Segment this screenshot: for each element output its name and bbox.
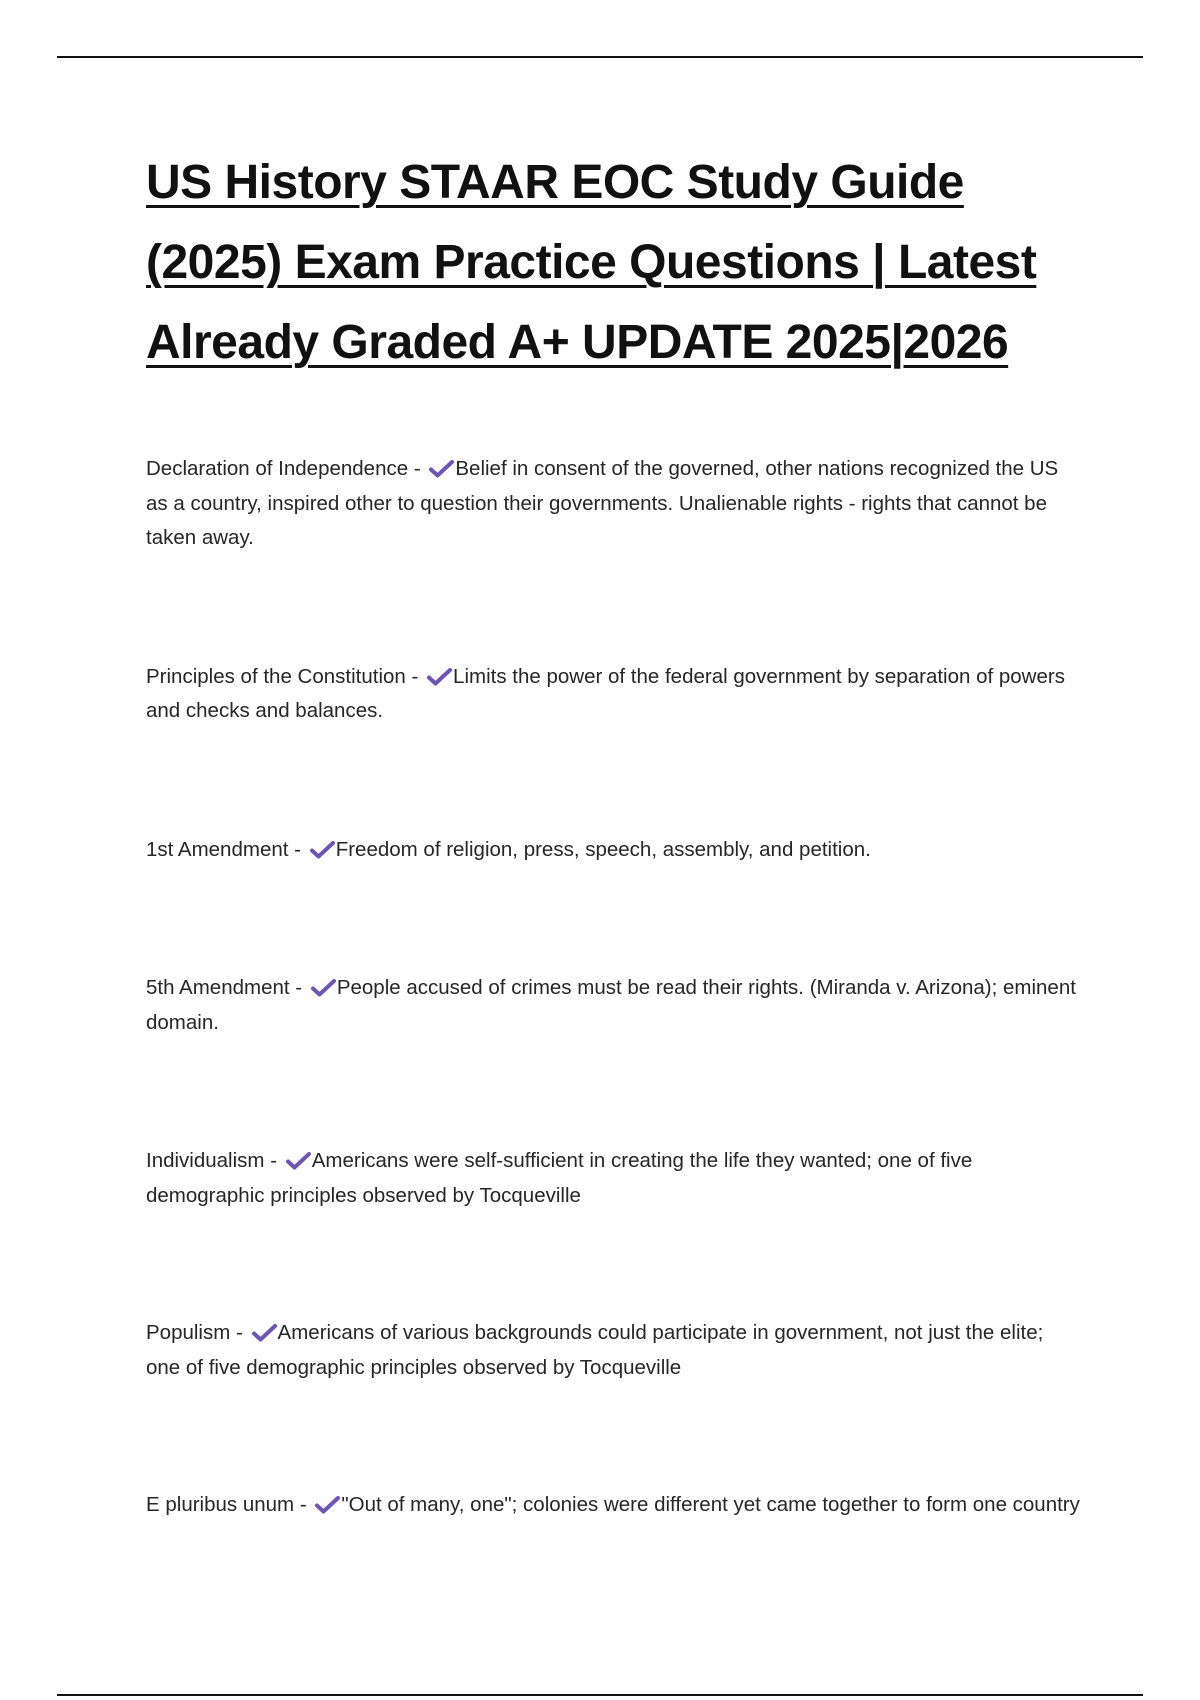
- separator: -: [294, 837, 301, 861]
- separator: -: [299, 1493, 307, 1516]
- check-icon: [252, 1324, 277, 1342]
- bottom-rule: [57, 1694, 1143, 1696]
- term: Populism: [146, 1321, 231, 1344]
- separator: -: [411, 664, 419, 688]
- qa-item: [146, 452, 1081, 556]
- term: Principles of the Constitution: [146, 664, 406, 688]
- separator: -: [413, 457, 421, 480]
- check-icon: [429, 460, 454, 478]
- term: 1st Amendment: [146, 837, 289, 861]
- qa-item: [146, 833, 1081, 868]
- check-icon: [311, 979, 336, 997]
- separator: -: [295, 976, 303, 999]
- definition: "Out of many, one"; colonies were different yet came together to form one country: [341, 1493, 1080, 1516]
- document-title: US History STAAR EOC Study Guide (2025) Exam Practice Questions | Latest Already Graded A+ UPDATE 2025|2026: [146, 156, 1037, 369]
- term: Individualism: [146, 1149, 265, 1172]
- term: 5th Amendment: [146, 976, 290, 999]
- check-icon: [286, 1152, 311, 1170]
- top-rule: [57, 56, 1143, 58]
- check-icon: [315, 1496, 340, 1514]
- definition: Americans of various backgrounds could participate in government, not just the elite; one of five demographic principles observed by Tocqueville: [146, 1321, 1044, 1379]
- term: E pluribus unum: [146, 1493, 295, 1516]
- definition: Limits the power of the federal government by separation of powers and checks and balances.: [146, 664, 1065, 722]
- separator: -: [270, 1149, 278, 1172]
- qa-list: [146, 452, 1081, 1523]
- definition: Freedom of religion, press, speech, assembly, and petition.: [335, 837, 871, 861]
- qa-item: [146, 1316, 1081, 1385]
- qa-item: [146, 971, 1081, 1040]
- term: Declaration of Independence: [146, 457, 409, 480]
- separator: -: [236, 1321, 243, 1344]
- qa-item: [146, 660, 1081, 729]
- definition: Belief in consent of the governed, other nations recognized the US as a country, inspired other to question their governments. Unalienable rights - rights that cannot be taken away.: [146, 457, 1059, 549]
- qa-item: [146, 1488, 1081, 1523]
- qa-item: [146, 1144, 1081, 1213]
- definition: Americans were self-sufficient in creating the life they wanted; one of five demographic principles observed by Tocqueville: [146, 1149, 973, 1207]
- check-icon: [427, 668, 452, 686]
- check-icon: [310, 841, 335, 859]
- definition: People accused of crimes must be read their rights. (Miranda v. Arizona); eminent domain.: [146, 976, 1076, 1034]
